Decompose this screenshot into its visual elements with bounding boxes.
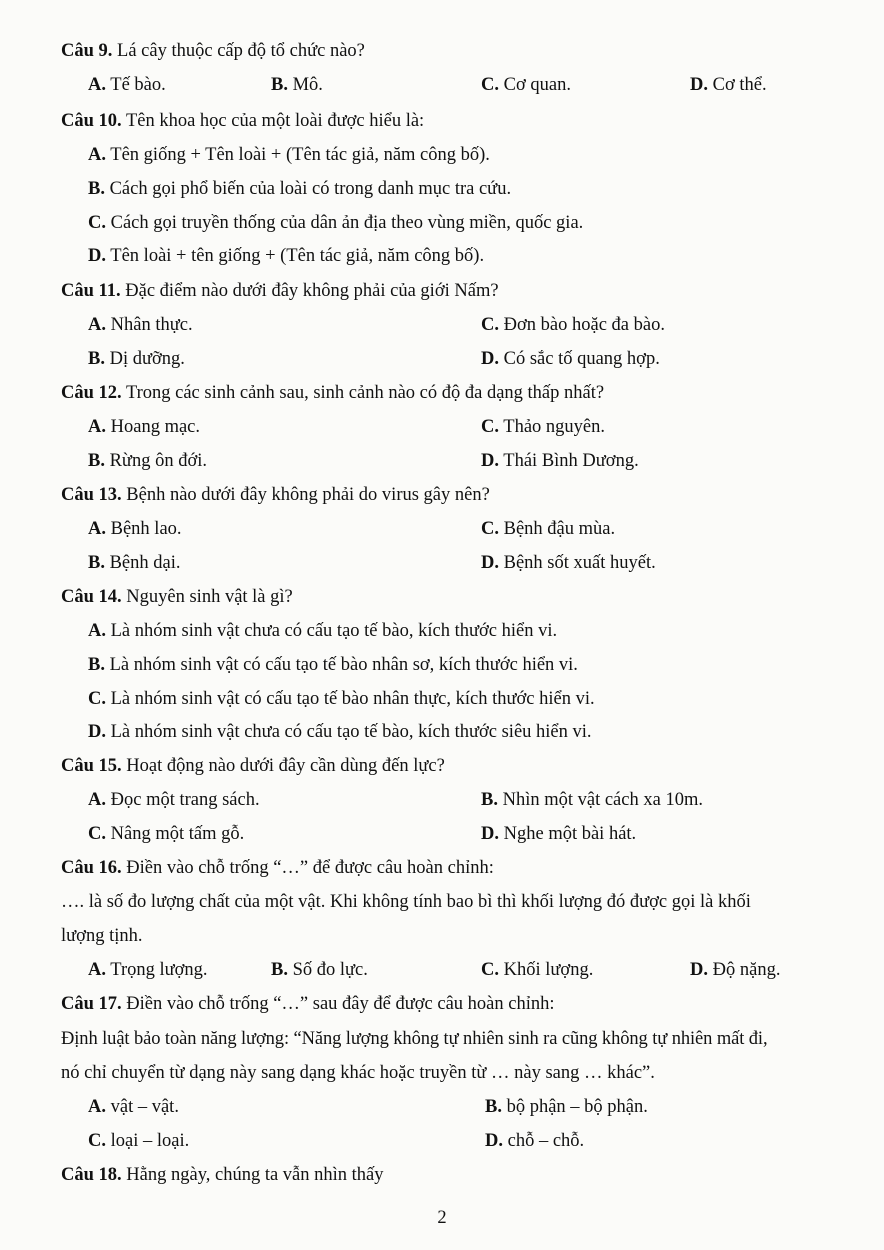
- option-text: Cơ thể.: [708, 75, 767, 95]
- option-text: Là nhóm sinh vật có cấu tạo tế bào nhân thực, kích thước hiển vi.: [106, 689, 595, 709]
- question-number: Câu 13.: [61, 485, 122, 505]
- question-body-line: Định luật bảo toàn năng lượng: “Năng lượng không tự nhiên sinh ra cũng không tự nhiên mất đi,: [61, 1029, 768, 1049]
- option-letter: D.: [481, 451, 499, 471]
- option-letter: D.: [690, 960, 708, 980]
- question-15: [61, 754, 445, 778]
- option-a: [88, 1095, 179, 1119]
- option-b: [481, 788, 703, 812]
- option-b: [88, 347, 185, 371]
- option-letter: A.: [88, 621, 106, 641]
- option-text: Là nhóm sinh vật chưa có cấu tạo tế bào, kích thước siêu hiển vi.: [106, 722, 592, 742]
- option-c: [481, 415, 605, 439]
- option-text: Đơn bào hoặc đa bào.: [499, 315, 665, 335]
- option-letter: B.: [88, 451, 105, 471]
- option-text: Là nhóm sinh vật chưa có cấu tạo tế bào, kích thước hiển vi.: [106, 621, 558, 641]
- question-16: [61, 856, 494, 880]
- option-text: Có sắc tố quang hợp.: [499, 349, 660, 369]
- question-text: Bệnh nào dưới đây không phải do virus gây nên?: [121, 485, 490, 505]
- question-text: Trong các sinh cảnh sau, sinh cảnh nào có độ đa dạng thấp nhất?: [121, 383, 605, 403]
- option-text: Nhân thực.: [106, 315, 193, 335]
- option-c: [481, 73, 571, 97]
- question-number: Câu 17.: [61, 994, 122, 1014]
- option-d: [481, 822, 636, 846]
- question-number: Câu 14.: [61, 587, 122, 607]
- question-10: [61, 109, 424, 133]
- option-d: [690, 958, 780, 982]
- question-number: Câu 9.: [61, 41, 113, 61]
- option-a: [88, 73, 166, 97]
- option-c: [88, 687, 595, 711]
- option-letter: C.: [481, 75, 499, 95]
- option-a: [88, 619, 557, 643]
- option-letter: C.: [481, 960, 499, 980]
- option-b: [88, 653, 578, 677]
- option-text: Là nhóm sinh vật có cấu tạo tế bào nhân sơ, kích thước hiển vi.: [104, 655, 578, 675]
- question-body-line: nó chỉ chuyển từ dạng này sang dạng khác hoặc truyền từ … này sang … khác”.: [61, 1063, 655, 1083]
- option-b: [88, 551, 181, 575]
- question-number: Câu 18.: [61, 1165, 122, 1185]
- option-text: Dị dưỡng.: [104, 349, 185, 369]
- option-a: [88, 517, 182, 541]
- option-d: [690, 73, 767, 97]
- option-text: Nhìn một vật cách xa 10m.: [497, 790, 703, 810]
- option-letter: A.: [88, 417, 106, 437]
- option-text: Số đo lực.: [287, 960, 368, 980]
- option-text: Tế bào.: [106, 75, 166, 95]
- question-9: [61, 39, 365, 63]
- question-text: Hoạt động nào dưới đây cần dùng đến lực?: [121, 756, 445, 776]
- option-b: [88, 177, 511, 201]
- option-a: [88, 788, 260, 812]
- option-d: [481, 347, 660, 371]
- option-c: [88, 822, 244, 846]
- option-text: Mô.: [287, 75, 323, 95]
- question-13: [61, 483, 490, 507]
- option-b: [485, 1095, 648, 1119]
- option-d: [481, 449, 639, 473]
- option-letter: B.: [481, 790, 498, 810]
- option-text: Cách gọi truyền thống của dân ản địa theo vùng miền, quốc gia.: [106, 213, 584, 233]
- question-body-line: lượng tịnh.: [61, 926, 143, 946]
- question-number: Câu 16.: [61, 858, 122, 878]
- page-number: 2: [437, 1208, 447, 1228]
- option-letter: C.: [88, 689, 106, 709]
- option-letter: C.: [481, 315, 499, 335]
- option-letter: D.: [481, 553, 499, 573]
- option-letter: D.: [88, 246, 106, 266]
- option-text: Cơ quan.: [499, 75, 571, 95]
- option-text: Đọc một trang sách.: [106, 790, 260, 810]
- question-number: Câu 15.: [61, 756, 122, 776]
- question-text: Hằng ngày, chúng ta vẫn nhìn thấy: [121, 1165, 384, 1185]
- option-d: [485, 1129, 584, 1153]
- option-text: bộ phận – bộ phận.: [501, 1097, 648, 1117]
- option-c: [481, 313, 665, 337]
- option-letter: D.: [485, 1131, 503, 1151]
- option-text: Khối lượng.: [499, 960, 594, 980]
- option-text: Bệnh sốt xuất huyết.: [499, 553, 656, 573]
- option-b: [88, 449, 207, 473]
- option-b: [271, 958, 368, 982]
- option-letter: C.: [481, 417, 499, 437]
- option-text: Thái Bình Dương.: [499, 451, 639, 471]
- option-text: Bệnh đậu mùa.: [499, 519, 616, 539]
- option-text: vật – vật.: [106, 1097, 179, 1117]
- question-body-line: …. là số đo lượng chất của một vật. Khi không tính bao bì thì khối lượng đó được gọi là khối: [61, 892, 751, 912]
- option-letter: A.: [88, 315, 106, 335]
- question-text: Điền vào chỗ trống “…” sau đây để được câu hoàn chỉnh:: [121, 994, 555, 1014]
- option-letter: A.: [88, 960, 106, 980]
- question-14: [61, 585, 293, 609]
- question-17: [61, 992, 555, 1016]
- option-letter: A.: [88, 790, 106, 810]
- option-letter: C.: [481, 519, 499, 539]
- question-number: Câu 12.: [61, 383, 122, 403]
- option-letter: A.: [88, 519, 106, 539]
- option-text: Trọng lượng.: [106, 960, 208, 980]
- option-c: [88, 211, 583, 235]
- option-letter: B.: [271, 75, 288, 95]
- question-number: Câu 11.: [61, 281, 121, 301]
- option-text: Bệnh lao.: [106, 519, 182, 539]
- option-letter: A.: [88, 75, 106, 95]
- option-letter: B.: [88, 553, 105, 573]
- option-text: loại – loại.: [106, 1131, 190, 1151]
- option-a: [88, 313, 193, 337]
- option-letter: D.: [481, 349, 499, 369]
- option-text: Tên giống + Tên loài + (Tên tác giả, năm công bố).: [106, 145, 490, 165]
- option-d: [481, 551, 656, 575]
- question-12: [61, 381, 604, 405]
- option-letter: B.: [485, 1097, 502, 1117]
- option-letter: B.: [88, 179, 105, 199]
- option-text: Nghe một bài hát.: [499, 824, 637, 844]
- question-18: [61, 1163, 384, 1187]
- option-letter: A.: [88, 1097, 106, 1117]
- option-text: Hoang mạc.: [106, 417, 201, 437]
- option-text: Thảo nguyên.: [499, 417, 606, 437]
- option-text: Bệnh dại.: [104, 553, 181, 573]
- option-text: Tên loài + tên giống + (Tên tác giả, năm công bố).: [106, 246, 485, 266]
- option-letter: B.: [271, 960, 288, 980]
- option-letter: B.: [88, 349, 105, 369]
- option-text: chỗ – chỗ.: [503, 1131, 585, 1151]
- option-letter: D.: [88, 722, 106, 742]
- question-number: Câu 10.: [61, 111, 122, 131]
- question-11: [61, 279, 499, 303]
- option-a: [88, 143, 490, 167]
- option-d: [88, 720, 592, 744]
- option-c: [88, 1129, 189, 1153]
- option-d: [88, 244, 484, 268]
- option-letter: A.: [88, 145, 106, 165]
- option-text: Rừng ôn đới.: [104, 451, 208, 471]
- question-text: Tên khoa học của một loài được hiểu là:: [121, 111, 425, 131]
- option-letter: D.: [481, 824, 499, 844]
- option-text: Cách gọi phổ biến của loài có trong danh mục tra cứu.: [104, 179, 512, 199]
- option-text: Độ nặng.: [708, 960, 781, 980]
- option-c: [481, 958, 593, 982]
- question-text: Nguyên sinh vật là gì?: [121, 587, 293, 607]
- option-text: Nâng một tấm gỗ.: [106, 824, 245, 844]
- option-letter: C.: [88, 213, 106, 233]
- option-letter: C.: [88, 1131, 106, 1151]
- option-letter: B.: [88, 655, 105, 675]
- question-text: Điền vào chỗ trống “…” để được câu hoàn chỉnh:: [121, 858, 494, 878]
- option-letter: C.: [88, 824, 106, 844]
- option-c: [481, 517, 615, 541]
- option-a: [88, 415, 200, 439]
- option-b: [271, 73, 323, 97]
- question-text: Lá cây thuộc cấp độ tổ chức nào?: [112, 41, 365, 61]
- question-text: Đặc điểm nào dưới đây không phải của giới Nấm?: [120, 281, 499, 301]
- option-a: [88, 958, 208, 982]
- option-letter: D.: [690, 75, 708, 95]
